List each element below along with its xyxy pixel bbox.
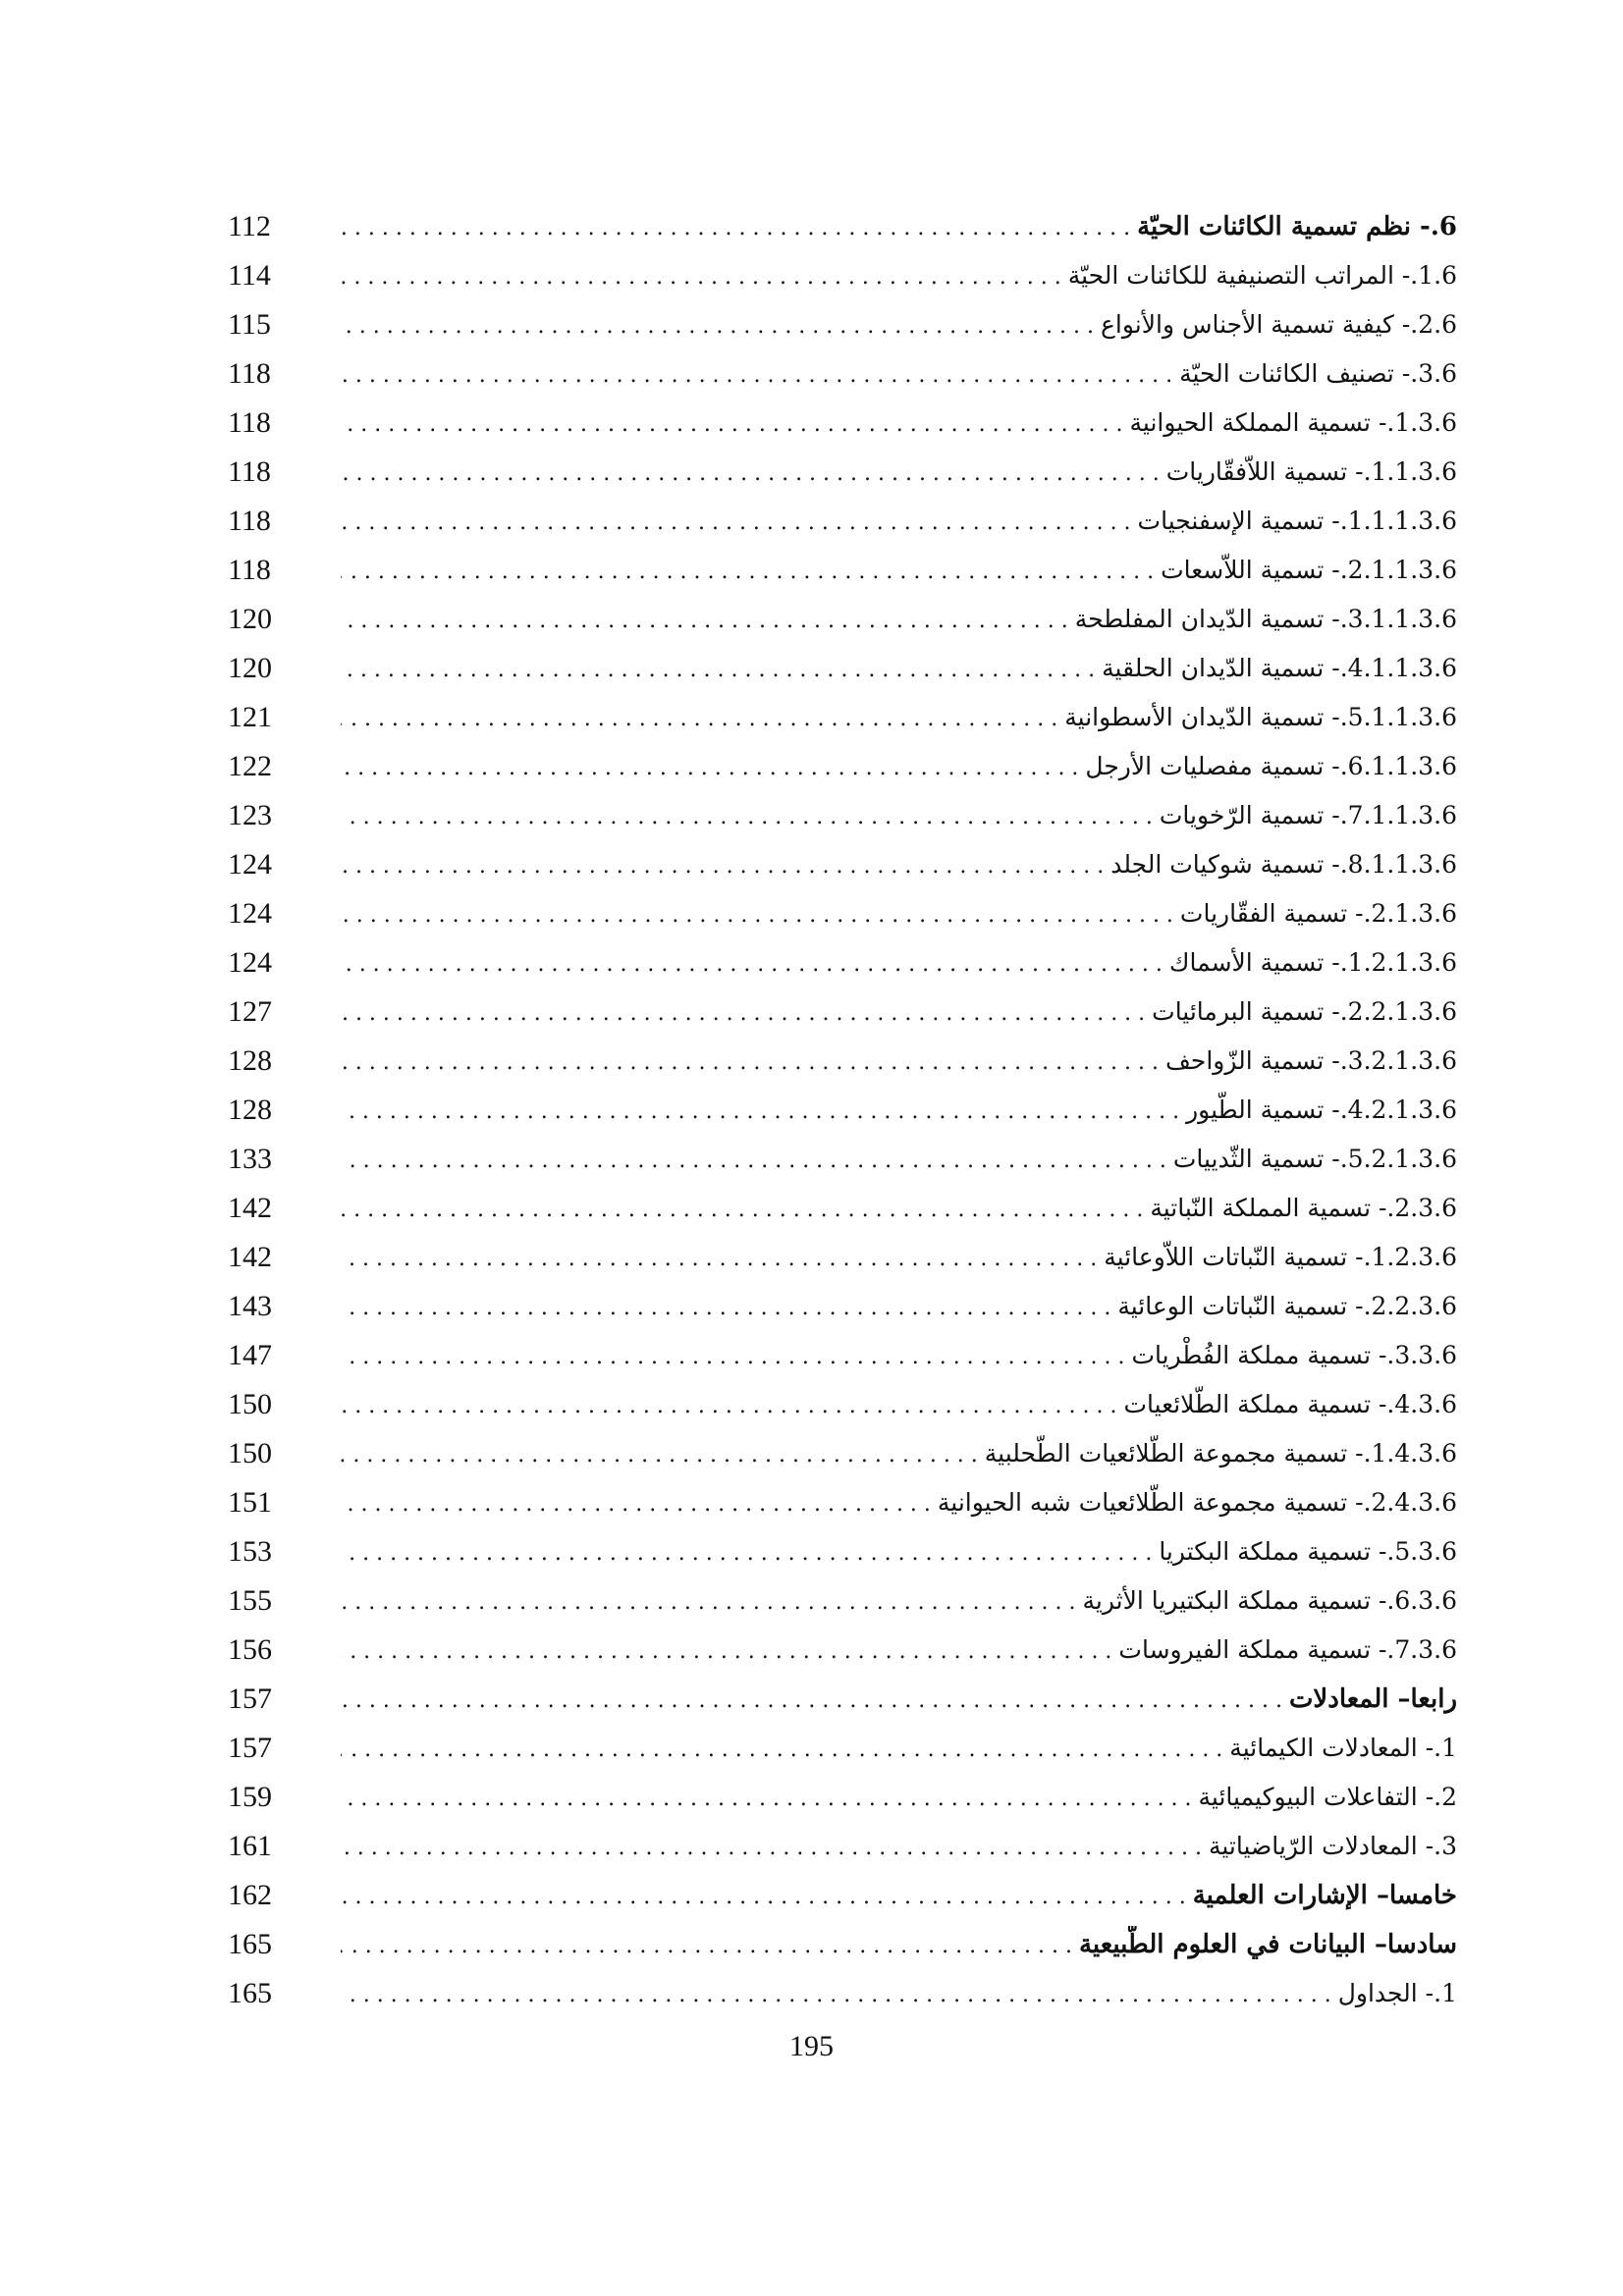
toc-entry-title: 8.1.1.3.6.- تسمية شوكيات الجلد . . . <box>341 846 1457 885</box>
toc-entry-title: 5.1.1.3.6.- تسمية الدّيدان الأسطوانية . . . <box>341 699 1457 738</box>
toc-page-number: 114 <box>228 259 271 292</box>
toc-page-number: 165 <box>228 1977 272 2009</box>
toc-entry <box>228 1773 1457 1822</box>
toc-page-number: 156 <box>228 1633 272 1666</box>
toc-page-number: 151 <box>228 1486 272 1519</box>
toc-entry <box>228 300 1457 349</box>
toc-entry <box>228 202 1457 251</box>
toc-entry-title: 1.6.- المراتب التصنيفية للكائنات الحيّة . . . <box>341 257 1457 296</box>
toc-entry <box>228 988 1457 1037</box>
toc-entry <box>228 1478 1457 1527</box>
toc-entry-title: 2.1.1.3.6.- تسمية اللاّسعات . . . <box>341 552 1457 591</box>
toc-entry-title: 2.2.1.3.6.- تسمية البرمائيات . . . <box>341 993 1457 1033</box>
toc-page-number: 133 <box>228 1143 272 1175</box>
toc-entry-title: 1.3.6.- تسمية المملكة الحيوانية . . . <box>341 404 1457 444</box>
toc-entry <box>228 1527 1457 1576</box>
toc-page-number: 118 <box>228 455 271 488</box>
toc-page-number: 142 <box>228 1241 272 1273</box>
toc-entry-title: 1.1.1.3.6.- تسمية الإسفنجيات . . . <box>341 503 1457 542</box>
toc-page-number: 122 <box>228 750 272 782</box>
toc-entry-title: 2.1.3.6.- تسمية الفقّاريات . . . <box>341 895 1457 934</box>
toc-entry <box>228 840 1457 889</box>
toc-page-number: 157 <box>228 1682 272 1715</box>
toc-page-number: 155 <box>228 1584 272 1617</box>
toc-entry-title: 1.2.1.3.6.- تسمية الأسماك . . . <box>341 944 1457 984</box>
toc-page-number: 118 <box>228 554 271 586</box>
toc-entry <box>228 1380 1457 1429</box>
toc-entry <box>228 399 1457 448</box>
toc-entry-title: 2.- التفاعلات البيوكيميائية . . . <box>341 1779 1457 1818</box>
page-number-footer: 195 <box>789 2030 834 2062</box>
toc-page-number: 161 <box>228 1830 272 1862</box>
toc-entry <box>228 1331 1457 1380</box>
toc-page-number: 123 <box>228 799 272 831</box>
toc-page-number: 115 <box>228 308 271 341</box>
toc-page-number: 150 <box>228 1388 272 1420</box>
toc-page-number: 147 <box>228 1339 272 1371</box>
toc-page-number: 128 <box>228 1044 272 1077</box>
toc-page-number: 120 <box>228 652 272 684</box>
toc-entry-title: 7.3.6.- تسمية مملكة الفيروسات . . . <box>341 1631 1457 1671</box>
toc-entry-title: 3.2.1.3.6.- تسمية الزّواحف . . . <box>341 1042 1457 1082</box>
toc-entry-title: 5.2.1.3.6.- تسمية الثّدييات . . . <box>341 1141 1457 1180</box>
toc-entry-title: 1.4.3.6.- تسمية مجموعة الطّلائعيات الطّحلبية . . . <box>341 1435 1457 1474</box>
toc-entry <box>228 1920 1457 1969</box>
toc-entry <box>228 1969 1457 2018</box>
toc-entry <box>228 1576 1457 1626</box>
toc-entry-title: خامسا– الإشارات العلمية . . . <box>341 1877 1457 1916</box>
toc-page-number: 153 <box>228 1535 272 1568</box>
toc-entry <box>228 1429 1457 1478</box>
toc-entry-title: 1.1.3.6.- تسمية اللاّفقّاريات . . . <box>341 454 1457 493</box>
toc-page-number: 128 <box>228 1094 272 1126</box>
toc-entry-title: 6.- نظم تسمية الكائنات الحيّة . . . <box>341 208 1457 247</box>
toc-entry <box>228 1233 1457 1282</box>
toc-entry-title: 2.4.3.6.- تسمية مجموعة الطّلائعيات شبه الحيوانية . . . <box>341 1484 1457 1523</box>
toc-page-number: 124 <box>228 946 272 979</box>
toc-entry-title: 6.1.1.3.6.- تسمية مفصليات الأرجل . . . <box>341 748 1457 787</box>
toc-entry-title: 4.1.1.3.6.- تسمية الدّيدان الحلقية . . . <box>341 650 1457 689</box>
toc-entry-title: 2.6.- كيفية تسمية الأجناس والأنواع . . . <box>341 306 1457 346</box>
toc-page-number: 165 <box>228 1928 272 1960</box>
toc-entry-title: 1.- الجداول . . . <box>341 1975 1457 2014</box>
toc-entry-title: 6.3.6.- تسمية مملكة البكتيريا الأثرية . . . <box>341 1582 1457 1622</box>
toc-entry <box>228 889 1457 938</box>
toc-page-number: 112 <box>228 210 271 242</box>
toc-page-number: 159 <box>228 1781 272 1813</box>
toc-page-number: 142 <box>228 1192 272 1224</box>
toc-entry-title: 7.1.1.3.6.- تسمية الرّخويات . . . <box>341 797 1457 836</box>
toc-entry <box>228 1282 1457 1331</box>
toc-page-number: 118 <box>228 357 271 390</box>
toc-entry <box>228 1724 1457 1773</box>
toc-entry-title: 3.3.6.- تسمية مملكة الفُطْريات . . . <box>341 1337 1457 1376</box>
toc-entry-title: 3.6.- تصنيف الكائنات الحيّة . . . <box>341 355 1457 395</box>
toc-page-number: 157 <box>228 1732 272 1764</box>
toc-page-number: 121 <box>228 701 272 733</box>
toc-entry <box>228 742 1457 791</box>
toc-entry <box>228 1871 1457 1920</box>
toc-entry-title: 3.1.1.3.6.- تسمية الدّيدان المفلطحة . . . <box>341 601 1457 640</box>
toc-entry <box>228 595 1457 644</box>
toc-entry <box>228 693 1457 742</box>
toc-entry <box>228 1184 1457 1233</box>
toc-page-number: 150 <box>228 1437 272 1469</box>
toc-page-number: 124 <box>228 897 272 930</box>
toc-entry <box>228 791 1457 840</box>
toc-entry-title: 1.2.3.6.- تسمية النّباتات اللاّوعائية . . . <box>341 1239 1457 1278</box>
toc-entry-title: 5.3.6.- تسمية مملكة البكتريا . . . <box>341 1533 1457 1573</box>
toc-entry <box>228 1675 1457 1724</box>
toc-page-number: 127 <box>228 995 272 1028</box>
toc-entry-title: رابعا– المعادلات . . . <box>341 1681 1457 1720</box>
toc-entry <box>228 1626 1457 1675</box>
toc-entry-title: 2.3.6.- تسمية المملكة النّباتية . . . <box>341 1190 1457 1229</box>
toc-entry <box>228 251 1457 300</box>
toc-page-number: 120 <box>228 603 272 635</box>
toc-entry <box>228 938 1457 988</box>
toc-entry <box>228 349 1457 399</box>
toc-entry <box>228 546 1457 595</box>
toc-entry <box>228 1135 1457 1184</box>
table-of-contents <box>228 202 1457 2018</box>
toc-entry <box>228 1037 1457 1086</box>
toc-entry <box>228 448 1457 497</box>
toc-entry-title: 3.- المعادلات الرّياضياتية . . . <box>341 1828 1457 1867</box>
toc-page-number: 124 <box>228 848 272 881</box>
toc-entry-title: 2.2.3.6.- تسمية النّباتات الوعائية . . . <box>341 1288 1457 1327</box>
toc-entry-title: 4.2.1.3.6.- تسمية الطّيور . . . <box>341 1092 1457 1131</box>
toc-entry-title: 1.- المعادلات الكيمائية . . . <box>341 1730 1457 1769</box>
toc-page-number: 162 <box>228 1879 272 1911</box>
toc-entry <box>228 1822 1457 1871</box>
toc-page-number: 118 <box>228 406 271 439</box>
toc-entry-title: سادسا– البيانات في العلوم الطّبيعية . . . <box>341 1926 1457 1965</box>
toc-entry <box>228 497 1457 546</box>
toc-entry <box>228 644 1457 693</box>
toc-page-number: 143 <box>228 1290 272 1322</box>
toc-entry-title: 4.3.6.- تسمية مملكة الطّلائعيات . . . <box>341 1386 1457 1425</box>
toc-entry <box>228 1086 1457 1135</box>
toc-page-number: 118 <box>228 505 271 537</box>
